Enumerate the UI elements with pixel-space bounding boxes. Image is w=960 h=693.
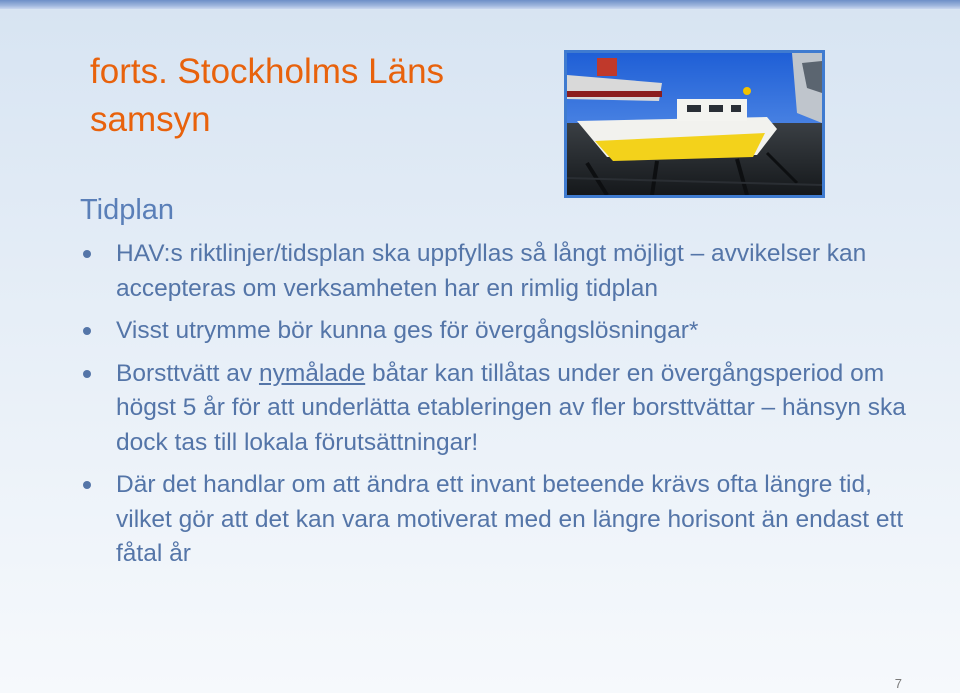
boat-photo-illustration	[567, 53, 822, 195]
bullet-dot-icon	[83, 370, 91, 378]
bullet-text: Visst utrymme bör kunna ges för övergångslösningar*	[116, 317, 699, 344]
bullet-list	[80, 237, 920, 580]
bullet-item	[80, 237, 920, 306]
bullet-item	[80, 468, 920, 572]
bullet-dot-icon	[83, 250, 91, 258]
bullet-item	[80, 357, 920, 461]
bullet-item	[80, 314, 920, 349]
bullet-text-end: båtar kan tillåtas under en övergångsperiod om högst 5 år för att underlätta etableringen av fler borsttvättar – hänsyn ska dock tas till lokala förutsättningar!	[116, 359, 906, 456]
bullet-text-start: Borsttvätt av	[116, 359, 259, 387]
section-heading: Tidplan	[80, 194, 175, 226]
top-accent-bar	[0, 0, 960, 9]
bullet-text: Där det handlar om att ändra ett invant beteende krävs ofta längre tid, vilket gör att det kan vara motiverat med en längre horisont än endast ett fåtal år	[116, 471, 904, 567]
bullet-text: HAV:s riktlinjer/tidsplan ska uppfyllas så långt möjligt – avvikelser kan accepteras om verksamheten har en rimlig tidplan	[116, 240, 867, 302]
bullet-dot-icon	[83, 481, 91, 489]
bullet-dot-icon	[83, 327, 91, 335]
boat-photo	[564, 50, 825, 198]
page-number: 7	[894, 676, 902, 691]
slide-title: forts. Stockholms Läns samsyn	[90, 52, 445, 139]
bullet-underlined-word: nymålade	[258, 359, 366, 387]
